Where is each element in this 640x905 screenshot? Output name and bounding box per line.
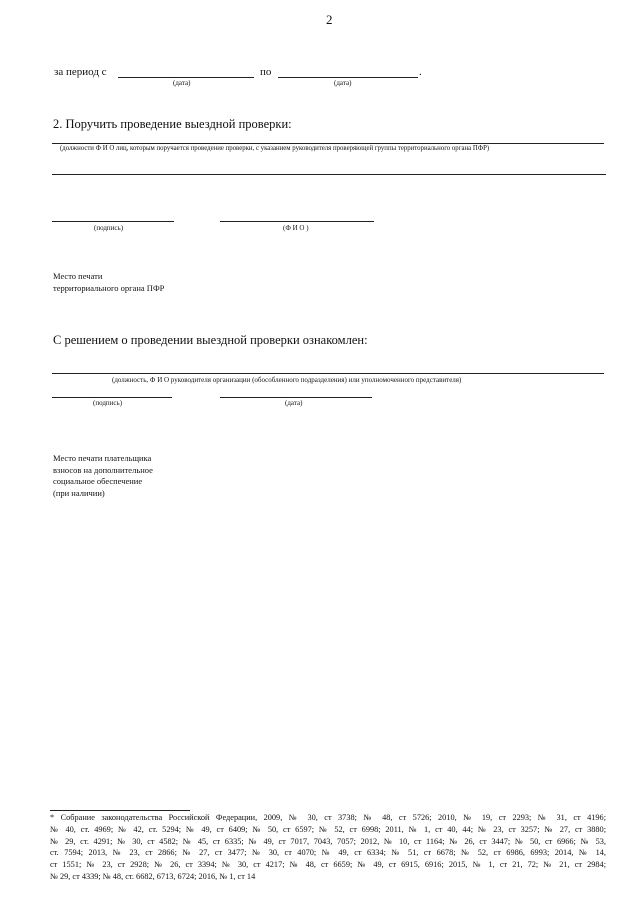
acknowledgement-date-line[interactable] (220, 397, 372, 398)
footnote-separator (50, 810, 190, 811)
footnote-line: № 40, ст. 4969; № 42, ст. 5294; № 49, ст 6409; № 50, ст 6597; № 52, ст 6998; 2011, № 1, ст 40, 44; № 23, ст 3257; № 27, ст 3880; (50, 824, 606, 834)
stamp-payer-label (53, 453, 153, 499)
footnote-line: № 29, ст 4339; № 48, ст. 6682, 6713, 6724; 2016, № 1, ст 14 (50, 871, 256, 881)
item2-caption: (должности Ф И О лиц, которым поручается проведение проверки, с указанием руководителя проверяющей группы территориального органа ПФР) (60, 145, 490, 152)
fio-caption-1: (Ф И О ) (283, 224, 309, 232)
item2-assignees-line[interactable] (52, 143, 604, 144)
page-number: 2 (326, 12, 333, 27)
footnote-line: * Собрание законодательства Российской Федерации, 2009, № 30, ст 3738; № 48, ст 5726; 2010, № 19, ст 2293; № 31, ст 4196; (50, 813, 606, 822)
acknowledgement-name-line[interactable] (52, 373, 604, 374)
footnote-line: ст 1551; № 23, ст 2928; № 26, ст 3394; № 30, ст 4217; № 48, ст 6659; № 49, ст 6915, 6916; 2015, № 1, ст 21, 72; № 21, ст 2984; (50, 860, 606, 870)
acknowledgement-date-caption: (дата) (285, 399, 303, 407)
footnote-line: ст. 7594; 2013, № 23, ст 2866; № 27, ст 3477; № 30, ст 4070; № 49, ст 6334; № 51, ст 6678; № 52, ст 6986, 6993; 2014, № 14, (50, 848, 606, 858)
period-end-date-line[interactable] (278, 77, 418, 78)
item2-assignees-line-2[interactable] (52, 174, 606, 175)
footnote-line: № 29, ст. 4291; № 30, ст 4582; № 45, ст 6335; № 49, ст 7017, 7043, 7057; 2012, № 10, ст 1164; № 26, ст 3447; № 50, ст 6966; № 53, (50, 836, 606, 846)
stamp-pfr-line-1: Место печати (53, 271, 103, 281)
fio-line-1[interactable] (220, 221, 374, 222)
period-end-date-caption: (дата) (334, 79, 352, 87)
period-end-dot: . (419, 66, 422, 78)
period-prefix: за период с (54, 66, 107, 78)
signature-caption-1: (подпись) (94, 224, 124, 232)
acknowledgement-heading: С решением о проведении выездной проверки ознакомлен: (53, 333, 368, 347)
period-start-date-line[interactable] (118, 77, 254, 78)
stamp-payer-line-2: взносов на дополнительное (53, 464, 153, 475)
stamp-pfr-line-2: территориального органа ПФР (53, 282, 165, 293)
period-middle-label: по (260, 66, 272, 78)
acknowledgement-signature-caption: (подпись) (93, 399, 123, 407)
stamp-payer-line-1: Место печати плательщика (53, 453, 152, 463)
item2-heading: 2. Поручить проведение выездной проверки: (53, 117, 292, 131)
stamp-payer-line-3: социальное обеспечение (53, 476, 143, 486)
footnote (50, 812, 606, 883)
period-start-date-caption: (дата) (173, 79, 191, 87)
signature-line-1[interactable] (52, 221, 174, 222)
stamp-pfr-label (53, 271, 164, 294)
acknowledgement-signature-line[interactable] (52, 397, 172, 398)
acknowledgement-caption: (должность, Ф И О руководителя организации (обособленного подразделения) или уполномоченного представителя) (112, 376, 462, 384)
stamp-payer-line-4: (при наличии) (53, 487, 105, 498)
